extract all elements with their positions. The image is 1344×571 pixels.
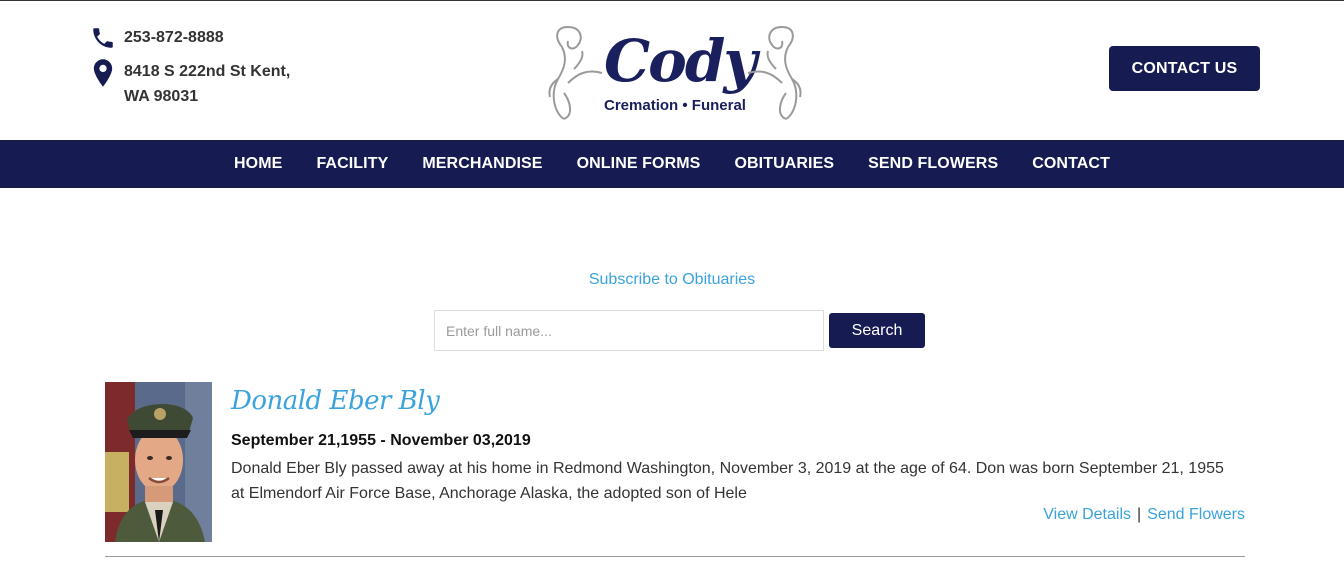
nav-item-facility[interactable]: FACILITY [316, 155, 389, 172]
logo-subtitle: Cremation • Funeral [604, 97, 746, 114]
obituary-card [105, 382, 1245, 558]
main-nav [0, 140, 1344, 188]
header-contact-info [90, 25, 290, 109]
obituary-dates: September 21,1955 - November 03,2019 [231, 432, 531, 449]
nav-item-obituaries[interactable]: OBITUARIES [734, 155, 835, 172]
nav-item-home[interactable]: HOME [234, 155, 283, 172]
address-line-2: WA 98031 [124, 88, 199, 105]
phone-row[interactable] [90, 25, 290, 55]
floral-ornament-right-icon [742, 23, 806, 123]
nav-item-contact[interactable]: CONTACT [1032, 155, 1110, 172]
contact-us-button[interactable]: CONTACT US [1109, 46, 1260, 91]
nav-item-online-forms[interactable]: ONLINE FORMS [576, 155, 701, 172]
obituary-photo[interactable] [105, 382, 212, 542]
send-flowers-link[interactable]: Send Flowers [1147, 506, 1245, 523]
logo-wordmark: Cody [604, 27, 756, 95]
view-details-link[interactable]: View Details [1043, 506, 1132, 523]
link-separator: | [1137, 506, 1142, 523]
obituary-name[interactable]: Donald Eber Bly [231, 386, 440, 416]
obituary-divider [105, 556, 1245, 557]
phone-icon [90, 25, 124, 51]
address-row [90, 59, 290, 109]
search-input[interactable] [434, 310, 824, 351]
phone-number[interactable]: 253-872-8888 [124, 29, 224, 46]
subscribe-obituaries-link[interactable]: Subscribe to Obituaries [588, 271, 756, 288]
address-line-1: 8418 S 222nd St Kent, [124, 63, 291, 80]
map-pin-icon [90, 59, 124, 87]
obituary-excerpt: Donald Eber Bly passed away at his home in Redmond Washington, November 3, 2019 at the age of 64. Don was born September 21, 1955 at Elmendorf Air Force Base, Anchorage Alaska, the adopted son of Hele [231, 460, 1224, 502]
site-header [0, 1, 1344, 140]
nav-item-merchandise[interactable]: MERCHANDISE [422, 155, 543, 172]
obituary-links [1043, 506, 1245, 524]
nav-item-send-flowers[interactable]: SEND FLOWERS [868, 155, 999, 172]
search-button[interactable]: Search [829, 313, 925, 348]
cody-logo[interactable] [544, 23, 806, 123]
